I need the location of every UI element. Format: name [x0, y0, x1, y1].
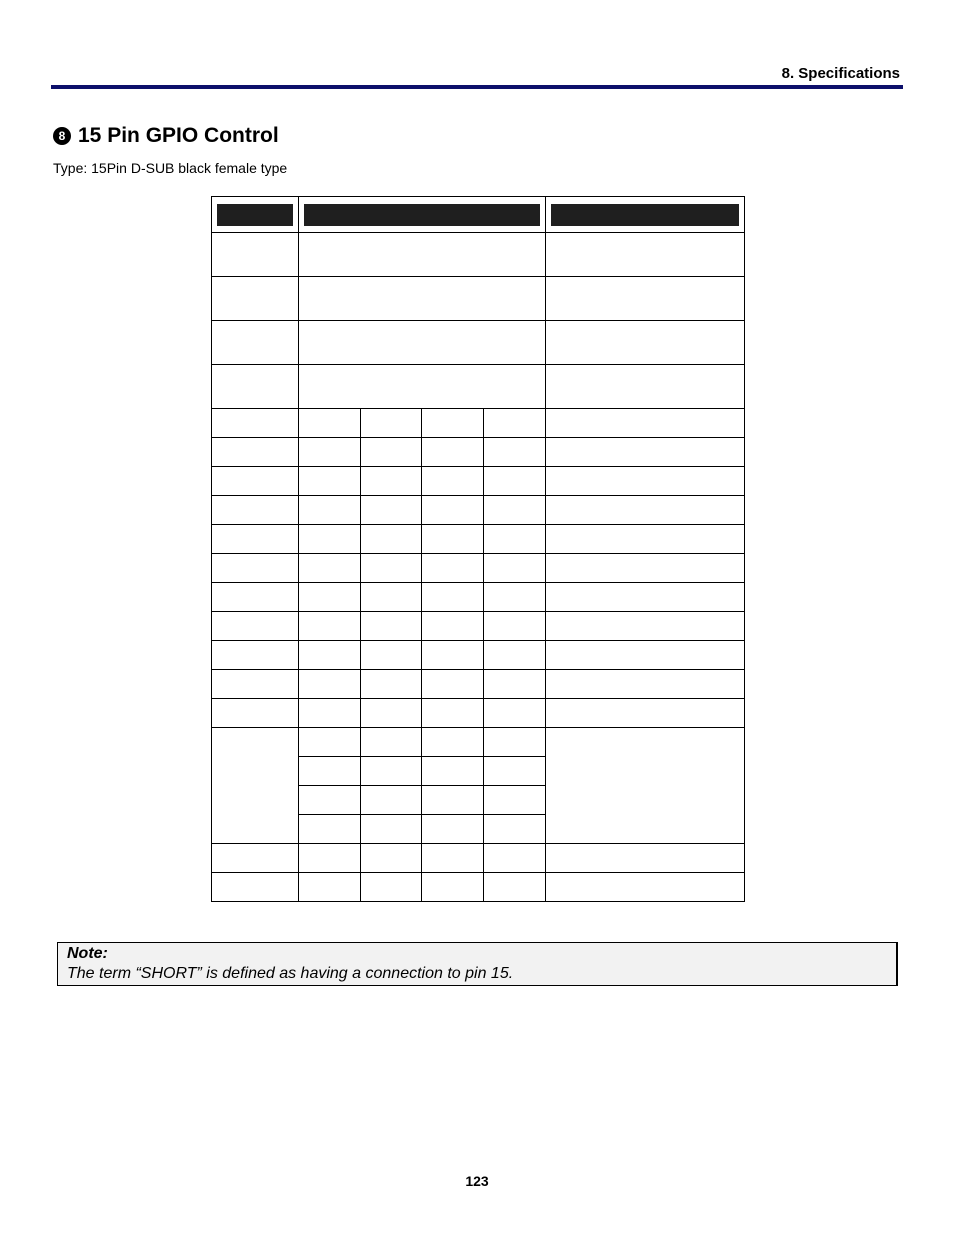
header-cell — [212, 197, 299, 233]
table-row — [212, 873, 745, 902]
connector-type: Type: 15Pin D-SUB black female type — [53, 160, 288, 176]
table-row — [212, 496, 745, 525]
header-cell — [299, 197, 546, 233]
header-rule — [51, 85, 903, 89]
table-row — [212, 365, 745, 409]
table-row — [212, 612, 745, 641]
table-row — [212, 844, 745, 873]
table-row — [212, 321, 745, 365]
section-number-badge: 8 — [53, 127, 71, 145]
pin-assignment-table — [211, 196, 745, 902]
header-cell — [546, 197, 745, 233]
header-title: 8. Specifications — [781, 65, 900, 82]
section-title: 15 Pin GPIO Control — [78, 124, 279, 147]
table-row — [212, 699, 745, 728]
note-text: The term “SHORT” is defined as having a connection to pin 15. — [67, 965, 514, 982]
table-header-row — [212, 197, 745, 233]
page-number: 123 — [465, 1173, 489, 1189]
note-label: Note: — [67, 945, 108, 962]
table-row — [212, 728, 745, 757]
table-row — [212, 670, 745, 699]
section-heading — [53, 124, 279, 148]
table-row — [212, 554, 745, 583]
table-row — [212, 525, 745, 554]
note-box — [57, 942, 898, 986]
table-row — [212, 409, 745, 438]
table-row — [212, 467, 745, 496]
table-row — [212, 233, 745, 277]
table-row — [212, 438, 745, 467]
table-row — [212, 277, 745, 321]
table-row — [212, 641, 745, 670]
table-row — [212, 583, 745, 612]
